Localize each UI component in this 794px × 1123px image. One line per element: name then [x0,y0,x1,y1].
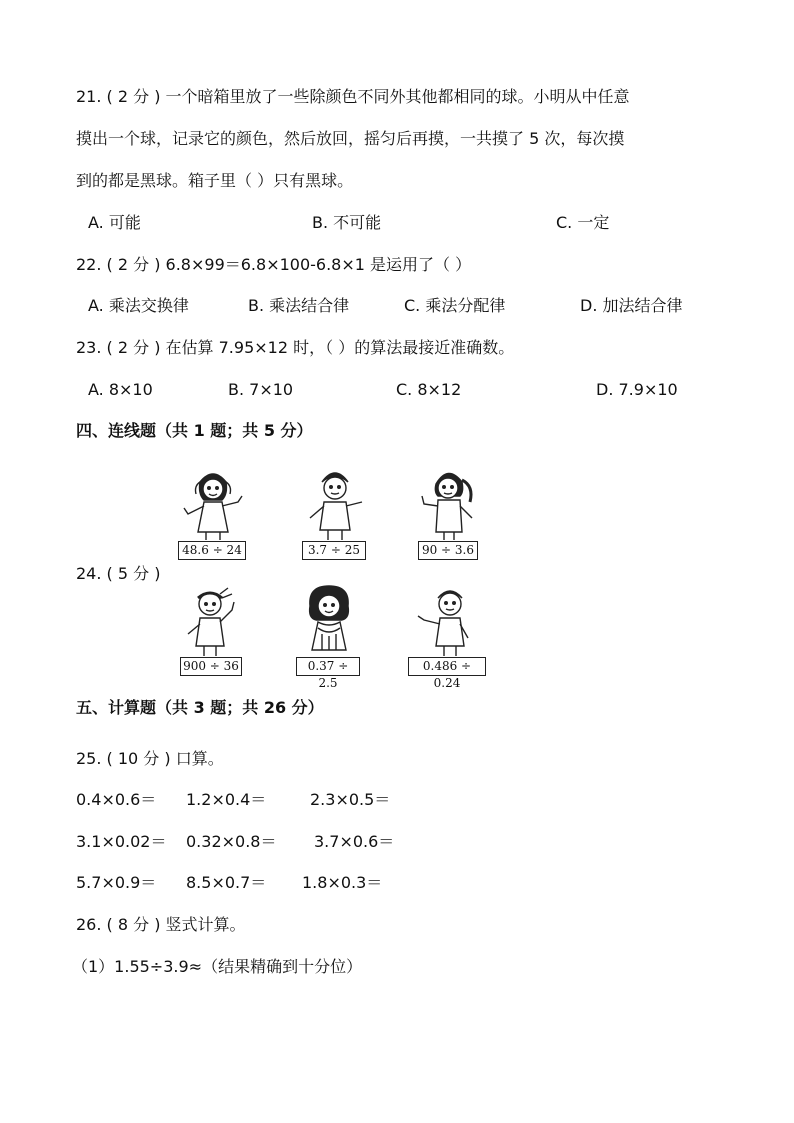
matching-card-6[interactable] [408,580,488,690]
pointing-boy-figure-icon [408,580,488,658]
oral-calc-item: 1.8×0.3＝ [302,873,383,892]
q23-option-d[interactable]: D. 7.9×10 [596,380,678,399]
q23-option-c[interactable]: C. 8×12 [396,380,462,399]
oral-calc-item: 0.4×0.6＝ [76,790,157,809]
matching-card-4[interactable] [180,580,244,676]
section-heading-calculation: 五、计算题（共 3 题；共 26 分） [76,698,324,717]
curly-hair-girl-figure-icon [296,580,362,658]
card-2-expression: 3.7 ÷ 25 [302,541,366,560]
card-4-expression: 900 ÷ 36 [180,657,242,676]
oral-calc-item: 1.2×0.4＝ [186,790,267,809]
oral-calc-item: 3.7×0.6＝ [314,832,395,851]
headband-girl-figure-icon [180,580,244,658]
q21-option-c[interactable]: C. 一定 [556,213,610,232]
girl-figure-icon [178,462,248,542]
card-5-expression: 0.37 ÷ 2.5 [296,657,360,676]
q22-option-b[interactable]: B. 乘法结合律 [248,296,350,315]
q26-subquestion-1: （1）1.55÷3.9≈（结果精确到十分位） [72,957,363,976]
q22-option-a[interactable]: A. 乘法交换律 [88,296,189,315]
section-heading-matching: 四、连线题（共 1 题；共 5 分） [76,421,313,440]
oral-calc-item: 0.32×0.8＝ [186,832,277,851]
q21-line-2: 摸出一个球，记录它的颜色，然后放回，摇匀后再摸，一共摸了 5 次，每次摸 [76,129,625,148]
q22-option-c[interactable]: C. 乘法分配律 [404,296,506,315]
card-3-expression: 90 ÷ 3.6 [418,541,478,560]
card-1-expression: 48.6 ÷ 24 [178,541,246,560]
matching-card-2[interactable] [302,462,368,560]
q23-option-a[interactable]: A. 8×10 [88,380,153,399]
matching-card-5[interactable] [296,580,362,690]
ponytail-girl-figure-icon [418,462,480,542]
q21-line-1: 21. ( 2 分 ) 一个暗箱里放了一些除颜色不同外其他都相同的球。小明从中任意 [76,87,630,106]
q21-line-3: 到的都是黑球。箱子里（ ）只有黑球。 [76,171,354,190]
oral-calc-item: 2.3×0.5＝ [310,790,391,809]
q22-option-d[interactable]: D. 加法结合律 [580,296,683,315]
matching-card-1[interactable] [178,462,248,560]
q21-option-b[interactable]: B. 不可能 [312,213,382,232]
oral-calc-item: 3.1×0.02＝ [76,832,167,851]
card-6-expression: 0.486 ÷ 0.24 [408,657,486,676]
boy-figure-icon [302,462,368,542]
q25-stem: 25. ( 10 分 ) 口算。 [76,749,224,768]
q22-stem: 22. ( 2 分 ) 6.8×99＝6.8×100-6.8×1 是运用了（ ） [76,255,472,274]
q26-stem: 26. ( 8 分 ) 竖式计算。 [76,915,246,934]
q24-stem: 24. ( 5 分 ) [76,564,161,583]
q23-stem: 23. ( 2 分 ) 在估算 7.95×12 时，（ ）的算法最接近准确数。 [76,338,515,357]
oral-calc-item: 8.5×0.7＝ [186,873,267,892]
matching-card-3[interactable] [418,462,480,560]
oral-calc-item: 5.7×0.9＝ [76,873,157,892]
q23-option-b[interactable]: B. 7×10 [228,380,294,399]
q21-option-a[interactable]: A. 可能 [88,213,141,232]
